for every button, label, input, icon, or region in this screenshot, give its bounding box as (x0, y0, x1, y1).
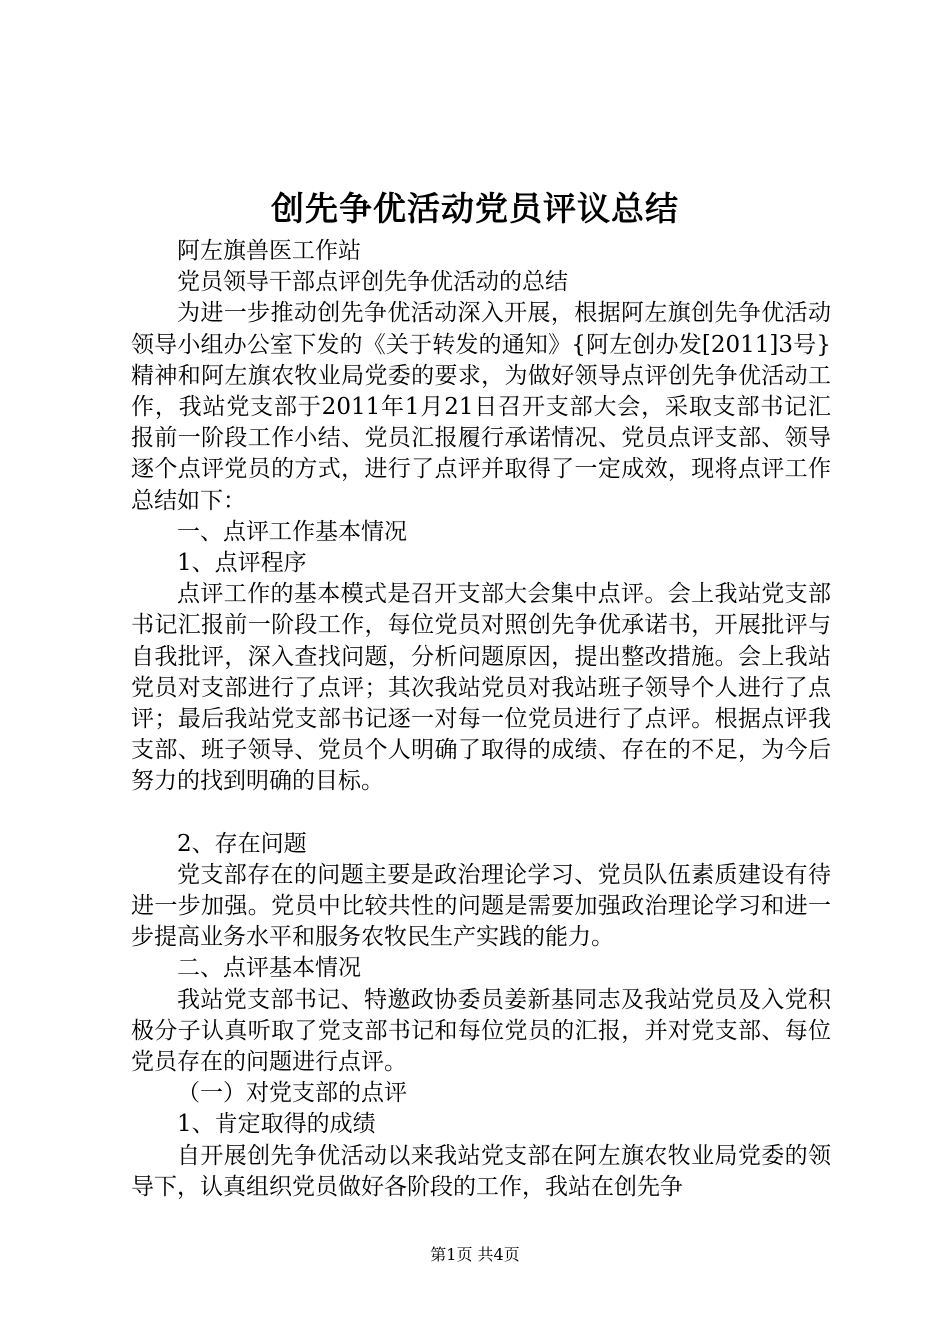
body-paragraph: 党支部存在的问题主要是政治理论学习、党员队伍素质建设有待进一步加强。党员中比较共性的问题是需要加强政治理论学习和进一步提高业务水平和服务农牧民生产实践的能力。 (131, 861, 831, 951)
body-paragraph: 我站党支部书记、特邀政协委员姜新基同志及我站党员及入党积极分子认真听取了党支部书记和每位党员的汇报，并对党支部、每位党员存在的问题进行点评。 (131, 986, 831, 1076)
subsection-heading: 2、存在问题 (177, 830, 307, 857)
page-footer: 第1页 共4页 (430, 1245, 520, 1264)
subsection-heading: 1、肯定取得的成绩 (177, 1111, 376, 1138)
subtitle: 党员领导干部点评创先争优活动的总结 (177, 269, 568, 296)
subsection-heading: 1、点评程序 (177, 550, 307, 577)
section-heading-1: 一、点评工作基本情况 (177, 518, 407, 545)
body-paragraph: 点评工作的基本模式是召开支部大会集中点评。会上我站党支部书记汇报前一阶段工作，每位党员对照创先争优承诺书，开展批评与自我批评，深入查找问题，分析问题原因，提出整改措施。会上我站党员对支部进行了点评；其次我站党员对我站班子领导个人进行了点评；最后我站党支部书记逐一对每一位党员进行了点评。根据点评我支部、班子领导、党员个人明确了取得的成绩、存在的不足，为今后努力的找到明确的目标。 (131, 581, 831, 795)
org-name: 阿左旗兽医工作站 (177, 238, 361, 264)
intro-paragraph: 为进一步推动创先争优活动深入开展，根据阿左旗创先争优活动领导小组办公室下发的《关于转发的通知》{阿左创办发[2011]3号}精神和阿左旗农牧业局党委的要求，为做好领导点评创先争优活动工作，我站党支部于2011年1月21日召开支部大会，采取支部书记汇报前一阶段工作小结、党员汇报履行承诺情况、党员点评支部、领导逐个点评党员的方式，进行了点评并取得了一定成效，现将点评工作总结如下： (131, 300, 831, 514)
subsection-heading: （一）对党支部的点评 (177, 1080, 407, 1107)
document-body (131, 236, 831, 1203)
section-heading-2: 二、点评基本情况 (177, 955, 361, 982)
document-title: 创先争优活动党员评议总结 (271, 189, 679, 228)
body-paragraph: 自开展创先争优活动以来我站党支部在阿左旗农牧业局党委的领导下，认真组织党员做好各阶段的工作，我站在创先争 (131, 1142, 831, 1200)
